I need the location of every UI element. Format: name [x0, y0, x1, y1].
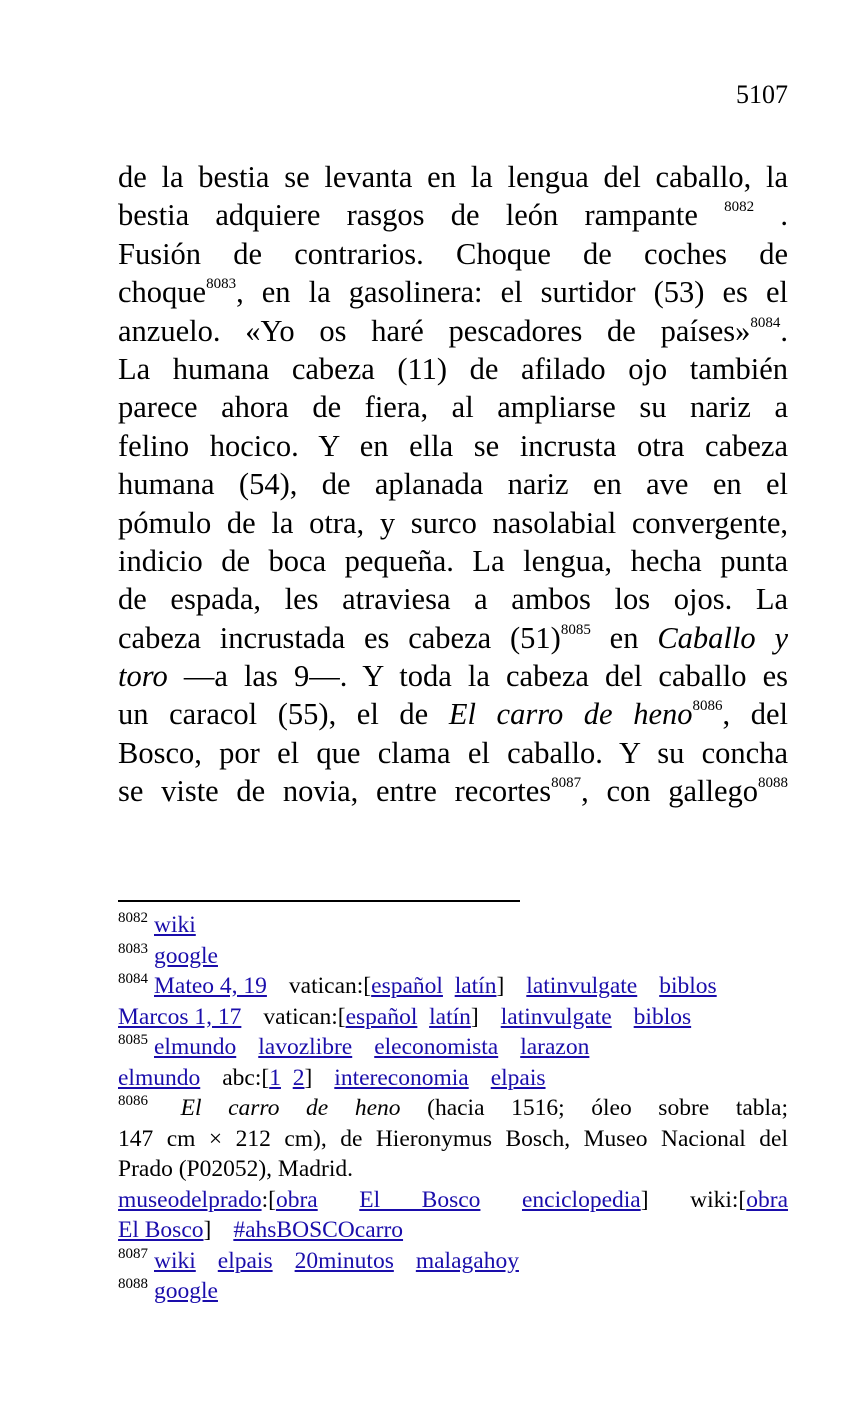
link-intereconomia[interactable]: intereconomia [334, 1064, 469, 1091]
body-line: La humana cabeza (11) de afilado ojo también [118, 351, 788, 386]
link-larazon[interactable]: larazon [520, 1034, 590, 1060]
footnote-ref[interactable]: 8083 [206, 276, 237, 293]
footnote-8086-links-cont: El Bosco] #ahsBOSCOcarro [118, 1217, 404, 1243]
link-abc-2[interactable]: 2 [292, 1064, 305, 1091]
link-hashtag[interactable]: #ahsBOSCOcarro [233, 1217, 404, 1243]
body-line: indicio de boca pequeña. La lengua, hecha punta [118, 543, 788, 578]
link-biblos[interactable]: biblos [659, 973, 717, 999]
body-line: Bosco, por el que clama el caballo. Y su concha [118, 735, 788, 770]
footnote-ref[interactable]: 8084 [750, 314, 781, 331]
footnote-ref[interactable]: 8085 [560, 621, 591, 638]
footnote-8086: $^{8086}$ El carro de heno (hacia 1516; óleo sobre tabla; [118, 1093, 789, 1121]
link-elmundo[interactable]: elmundo [118, 1064, 201, 1091]
footnote-8082: $^{8082}$ wiki [118, 910, 196, 938]
body-line: anzuelo. «Yo os haré pescadores de países»$^{8084}$. [118, 313, 788, 348]
footnote-ref[interactable]: 8088 [758, 775, 788, 792]
link-el-bosco[interactable]: El Bosco [118, 1217, 204, 1243]
body-line: bestia adquiere rasgos de león rampante $^{8082}$ . [118, 198, 788, 233]
link-enciclopedia[interactable]: enciclopedia [521, 1186, 641, 1213]
link-20minutos[interactable]: 20minutos [294, 1247, 394, 1274]
link-latin[interactable]: latín [454, 973, 497, 999]
footnotes [118, 910, 788, 1307]
footnote-ref[interactable]: 8087 [551, 775, 582, 792]
body-line: parece ahora de fiera, al ampliarse su nariz a [118, 390, 788, 425]
footnote-8088: $^{8088}$ google [118, 1276, 218, 1304]
footnote-8086-cont: 147 cm × 212 cm), de Hieronymus Bosch, Museo Nacional del [118, 1125, 788, 1152]
link-marcos[interactable]: Marcos 1, 17 [118, 1003, 242, 1030]
link-elpais[interactable]: elpais [490, 1064, 546, 1091]
body-line: toro —a las 9—. Y toda la cabeza del caballo es [118, 659, 788, 694]
link-elmundo[interactable]: elmundo [154, 1034, 237, 1060]
link-espanol[interactable]: español [345, 1003, 418, 1030]
link-el-bosco[interactable]: El Bosco [359, 1186, 481, 1213]
body-line: de la bestia se levanta en la lengua del caballo, la [118, 160, 788, 194]
page-number: 5107 [736, 80, 788, 109]
link-latinvulgate[interactable]: latinvulgate [500, 1003, 612, 1030]
body-line: choque$^{8083}$, en la gasolinera: el surtidor (53) es el [118, 275, 788, 310]
link-malagahoy[interactable]: malagahoy [415, 1247, 519, 1274]
footnote-ref[interactable]: 8082 [724, 199, 755, 216]
link-museodelprado[interactable]: museodelprado [118, 1186, 262, 1213]
body-line: cabeza incrustada es cabeza $(51)^{8085}$ en Caballo y [118, 620, 788, 655]
footnote-8087: $^{8087}$ wiki elpais 20minutos malagahoy [118, 1245, 519, 1274]
footnote-8085-cont: elmundo abc:[1 2] intereconomia elpais [118, 1064, 546, 1091]
link-lavozlibre[interactable]: lavozlibre [258, 1034, 353, 1060]
footnote-8086-links: museodelprado:[obra El Bosco enciclopedia] wiki:[obra [118, 1186, 789, 1213]
link-mateo[interactable]: Mateo 4, 19 [154, 973, 267, 999]
link-google[interactable]: google [154, 1278, 218, 1304]
link-wiki[interactable]: wiki [154, 1247, 196, 1274]
body-line: Fusión de contrarios. Choque de coches de [118, 236, 788, 271]
body-line: de espada, les atraviesa a ambos los ojos. La [118, 582, 788, 617]
body-line: felino hocico. Y en ella se incrusta otra cabeza [118, 428, 788, 463]
footnote-8085: $^{8085}$ elmundo lavozlibre eleconomista larazon [118, 1032, 590, 1060]
link-obra[interactable]: obra [746, 1186, 789, 1213]
link-wiki[interactable]: wiki [154, 912, 196, 938]
body-line: humana (54), de aplanada nariz en ave en el [118, 467, 788, 502]
link-espanol[interactable]: español [371, 973, 443, 999]
footnote-8086-cont: Prado (P02052), Madrid. [118, 1156, 353, 1182]
body-line: pómulo de la otra, y surco nasolabial convergente, [118, 505, 788, 540]
footnote-8084: $^{8084}$ Mateo 4, 19 vatican:[español latín] latinvulgate biblos [118, 971, 717, 999]
link-abc-1[interactable]: 1 [269, 1064, 281, 1091]
link-latin[interactable]: latín [429, 1003, 471, 1030]
link-latinvulgate[interactable]: latinvulgate [526, 973, 638, 999]
link-biblos[interactable]: biblos [633, 1003, 692, 1030]
footnote-ref[interactable]: 8086 [692, 698, 723, 715]
link-elpais[interactable]: elpais [217, 1247, 273, 1274]
link-eleconomista[interactable]: eleconomista [374, 1034, 499, 1060]
body-line: un caracol (55), el de El carro de heno$^{8086}$, del [118, 697, 788, 732]
body-line: se viste de novia, entre recortes$^{8087}$, con gallego$^{8088}$ [118, 774, 788, 809]
body-text [118, 158, 788, 811]
link-google[interactable]: google [154, 942, 218, 969]
footnote-8084-cont: Marcos 1, 17 vatican:[español latín] latinvulgate biblos [118, 1003, 692, 1030]
footnote-8083: $^{8083}$ google [118, 940, 218, 969]
footnote-divider [118, 900, 520, 902]
link-obra[interactable]: obra [275, 1186, 318, 1213]
